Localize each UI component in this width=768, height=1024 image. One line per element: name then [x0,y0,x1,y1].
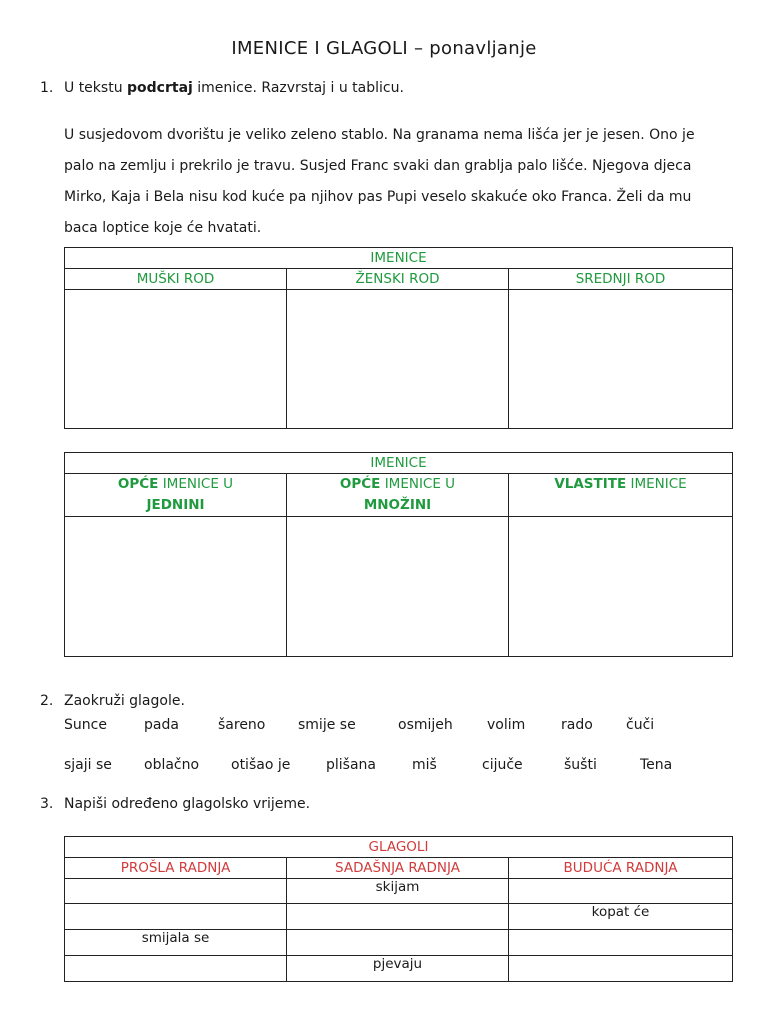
column-header-muski-rod: MUŠKI ROD [65,269,287,290]
word-choice[interactable]: osmijeh [398,717,453,733]
nouns-gender-table [64,247,733,429]
passage-line: Mirko, Kaja i Bela nisu kod kuće pa njihov pas Pupi veselo skakuće oko Franca. Želi da mu [64,189,692,205]
question-3-instruction: Napiši određeno glagolsko vrijeme. [64,796,311,812]
word-choice[interactable]: volim [487,717,526,733]
column-header-zenski-rod: ŽENSKI ROD [287,269,509,290]
table-cell[interactable] [287,930,509,956]
table-header: IMENICE [65,248,733,269]
table-cell[interactable]: pjevaju [287,956,509,982]
word-choice[interactable]: otišao je [231,757,291,773]
table-cell[interactable] [509,930,733,956]
question-number: 1. [40,80,54,96]
worksheet-title: IMENICE I GLAGOLI – ponavljanje [231,38,537,59]
column-header-buduca: BUDUĆA RADNJA [509,858,733,879]
answer-cell-muski-rod[interactable] [65,290,287,429]
table-cell[interactable] [65,956,287,982]
header-text: IMENICE U [158,476,234,492]
word-choice[interactable]: pada [144,717,179,733]
question-1-instruction [64,80,404,96]
reading-passage [64,120,734,244]
question-2-instruction: Zaokruži glagole. [64,693,185,709]
table-cell[interactable]: skijam [287,879,509,904]
word-choice[interactable]: miš [412,757,437,773]
table-cell[interactable]: smijala se [65,930,287,956]
header-text: IMENICE U [380,476,456,492]
column-header-sadasnja: SADAŠNJA RADNJA [287,858,509,879]
answer-cell-srednji-rod[interactable] [509,290,733,429]
answer-cell-opce-mnozina[interactable] [287,517,509,657]
column-header-opce-jednina [65,474,287,517]
word-choice[interactable]: Tena [640,757,673,773]
word-choice[interactable]: Sunce [64,717,107,733]
passage-line: palo na zemlju i prekrilo je travu. Susjed Franc svaki dan grablja palo lišće. Njegova djeca [64,158,692,174]
column-header-srednji-rod: SREDNJI ROD [509,269,733,290]
question-number: 3. [40,796,54,812]
answer-cell-zenski-rod[interactable] [287,290,509,429]
word-choice[interactable]: šušti [564,757,597,773]
table-cell[interactable] [509,879,733,904]
word-choice[interactable]: šareno [218,717,266,733]
header-bold-word: JEDNINI [146,497,205,513]
column-header-prosla: PROŠLA RADNJA [65,858,287,879]
instruction-bold-word: podcrtaj [127,80,193,96]
table-header: GLAGOLI [65,837,733,858]
word-choice[interactable]: čuči [626,717,655,733]
instruction-text: imenice. Razvrstaj i u tablicu. [192,80,404,96]
nouns-type-table [64,452,733,657]
header-bold-word: OPĆE [117,476,159,492]
passage-line: U susjedovom dvorištu je veliko zeleno stablo. Na granama nema lišća jer je jesen. Ono je [64,127,695,143]
table-header: IMENICE [65,453,733,474]
word-choice[interactable]: sjaji se [64,757,112,773]
column-header-vlastite [509,474,733,517]
word-choice[interactable]: plišana [326,757,376,773]
instruction-text: U tekstu [64,80,128,96]
answer-cell-vlastite[interactable] [509,517,733,657]
answer-cell-opce-jednina[interactable] [65,517,287,657]
word-choice[interactable]: oblačno [144,757,200,773]
verb-tense-table [64,836,733,982]
table-cell[interactable] [65,904,287,930]
passage-line: baca loptice koje će hvatati. [64,220,262,236]
header-bold-word: VLASTITE [554,476,627,492]
header-bold-word: OPĆE [339,476,381,492]
word-choice[interactable]: rado [561,717,593,733]
word-choice[interactable]: cijuče [482,757,523,773]
question-number: 2. [40,693,54,709]
word-choice[interactable]: smije se [298,717,356,733]
table-cell[interactable] [65,879,287,904]
table-cell[interactable]: kopat će [509,904,733,930]
header-text: IMENICE [626,476,687,492]
header-bold-word: MNOŽINI [363,497,432,513]
table-cell[interactable] [287,904,509,930]
table-cell[interactable] [509,956,733,982]
column-header-opce-mnozina [287,474,509,517]
